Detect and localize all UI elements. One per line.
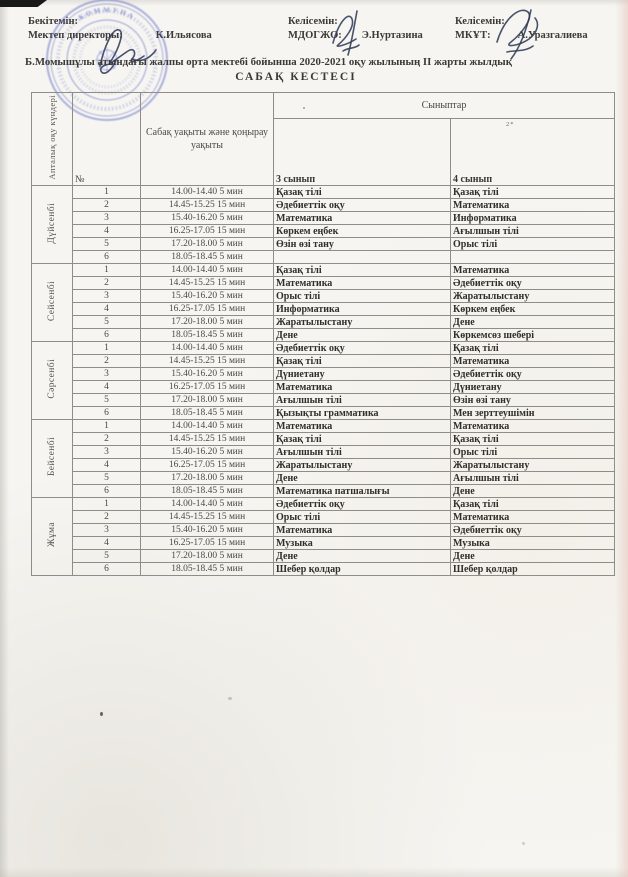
scan-speck	[100, 712, 103, 716]
subject-class3: Көркем еңбек	[274, 225, 451, 238]
subject-class4: Математика	[451, 420, 615, 433]
table-row	[32, 381, 615, 394]
lesson-number: 6	[73, 563, 141, 576]
subject-class4: Қазақ тілі	[451, 498, 615, 511]
day-label	[32, 420, 73, 498]
subject-class4: Дене	[451, 550, 615, 563]
subject-class4: Жаратылыстану	[451, 290, 615, 303]
subject-class3: Шебер қолдар	[274, 563, 451, 576]
subject-class4: Қазақ тілі	[451, 186, 615, 199]
lesson-number: 1	[73, 498, 141, 511]
timetable	[31, 92, 615, 576]
day-name: Дүйсенбі	[47, 202, 57, 244]
lesson-time: 16.25-17.05 15 мин	[141, 225, 274, 238]
table-row	[32, 472, 615, 485]
subject-class3: Жаратылыстану	[274, 459, 451, 472]
lesson-time: 14.45-15.25 15 мин	[141, 433, 274, 446]
agree1-role: МДОГЖО:	[288, 29, 342, 41]
lesson-time: 18.05-18.45 5 мин	[141, 251, 274, 264]
subject-class3	[274, 251, 451, 264]
agreement-block-1	[288, 15, 423, 42]
table-row	[32, 537, 615, 550]
subject-class3: Орыс тілі	[274, 290, 451, 303]
lesson-number: 5	[73, 238, 141, 251]
table-row	[32, 355, 615, 368]
lesson-time: 16.25-17.05 15 мин	[141, 459, 274, 472]
approve-role: Мектеп директоры:	[28, 29, 123, 41]
column-header-time: Сабақ уақыты және қоңырау уақыты	[141, 93, 274, 186]
lesson-time: 15.40-16.20 5 мин	[141, 446, 274, 459]
scan-speck	[228, 697, 232, 700]
subject-class4: Орыс тілі	[451, 446, 615, 459]
lesson-number: 6	[73, 329, 141, 342]
table-row	[32, 225, 615, 238]
table-row	[32, 303, 615, 316]
lesson-number: 4	[73, 381, 141, 394]
subject-class4: Жаратылыстану	[451, 459, 615, 472]
document-subtitle: САБАҚ КЕСТЕСІ	[235, 71, 357, 83]
day-label	[32, 186, 73, 264]
lesson-time: 15.40-16.20 5 мин	[141, 290, 274, 303]
table-row	[32, 264, 615, 277]
table-row	[32, 407, 615, 420]
subject-class4: Дене	[451, 485, 615, 498]
subject-class3: Ағылшын тілі	[274, 446, 451, 459]
day-name: Сейсенбі	[47, 280, 57, 322]
subject-class4: Шебер қолдар	[451, 563, 615, 576]
subject-class4: Көркемсөз шебері	[451, 329, 615, 342]
lesson-time: 14.45-15.25 15 мин	[141, 199, 274, 212]
subject-class4: Информатика	[451, 212, 615, 225]
table-row	[32, 238, 615, 251]
column-header-days: Апталық оқу күндері	[32, 93, 73, 186]
subject-class4: Әдебиеттік оқу	[451, 524, 615, 537]
lesson-time: 14.00-14.40 5 мин	[141, 264, 274, 277]
lesson-time: 15.40-16.20 5 мин	[141, 212, 274, 225]
subject-class4: Өзін өзі тану	[451, 394, 615, 407]
subject-class4: Музыка	[451, 537, 615, 550]
stamp-arc-text: КОММУНА	[77, 5, 137, 22]
subject-class3: Дүниетану	[274, 368, 451, 381]
agree2-label: Келісемін:	[455, 16, 505, 27]
lesson-number: 6	[73, 407, 141, 420]
subject-class3: Информатика	[274, 303, 451, 316]
lesson-number: 4	[73, 459, 141, 472]
lesson-time: 15.40-16.20 5 мин	[141, 524, 274, 537]
day-name: Сәрсенбі	[47, 359, 57, 399]
subject-class3: Ағылшын тілі	[274, 394, 451, 407]
subject-class3: Математика	[274, 381, 451, 394]
subject-class4: Әдебиеттік оқу	[451, 368, 615, 381]
agree1-name: Э.Нуртазина	[361, 29, 423, 41]
lesson-number: 2	[73, 355, 141, 368]
lesson-time: 17.20-18.00 5 мин	[141, 316, 274, 329]
lesson-number: 3	[73, 290, 141, 303]
timetable-body	[32, 186, 615, 576]
subject-class3: Қазақ тілі	[274, 186, 451, 199]
table-row	[32, 251, 615, 264]
column-header-class3: 3 сынып	[274, 119, 451, 186]
column-header-class4: 2* 4 сынып	[451, 119, 615, 186]
subject-class4: Әдебиеттік оқу	[451, 277, 615, 290]
lesson-number: 1	[73, 264, 141, 277]
lesson-time: 14.00-14.40 5 мин	[141, 342, 274, 355]
table-row	[32, 524, 615, 537]
subject-class4: Дүниетану	[451, 381, 615, 394]
agree1-label: Келісемін:	[288, 16, 338, 27]
lesson-time: 17.20-18.00 5 мин	[141, 550, 274, 563]
table-row	[32, 277, 615, 290]
table-row	[32, 459, 615, 472]
table-row	[32, 446, 615, 459]
lesson-time: 17.20-18.00 5 мин	[141, 472, 274, 485]
subject-class3: Математика	[274, 524, 451, 537]
lesson-time: 17.20-18.00 5 мин	[141, 238, 274, 251]
agreement-block-2	[455, 15, 588, 42]
lesson-time: 14.45-15.25 15 мин	[141, 355, 274, 368]
day-name: Жұма	[47, 522, 57, 548]
subject-class4: Көркем еңбек	[451, 303, 615, 316]
subject-class4: Математика	[451, 199, 615, 212]
subject-class3: Қызықты грамматика	[274, 407, 451, 420]
lesson-number: 4	[73, 225, 141, 238]
lesson-time: 14.45-15.25 15 мин	[141, 277, 274, 290]
subject-class4: Ағылшын тілі	[451, 225, 615, 238]
subject-class3: Математика	[274, 277, 451, 290]
lesson-number: 2	[73, 277, 141, 290]
subject-class3: Дене	[274, 550, 451, 563]
scan-speck	[522, 842, 525, 845]
lesson-number: 4	[73, 303, 141, 316]
subject-class3: Математика	[274, 420, 451, 433]
lesson-number: 2	[73, 511, 141, 524]
subject-class3: Қазақ тілі	[274, 355, 451, 368]
day-name: Бейсенбі	[47, 437, 57, 477]
column-header-classes: Сыныптар	[274, 93, 615, 119]
table-row	[32, 394, 615, 407]
day-label	[32, 264, 73, 342]
column-header-number: №	[73, 93, 141, 186]
day-label	[32, 342, 73, 420]
table-row	[32, 368, 615, 381]
lesson-time: 18.05-18.45 5 мин	[141, 407, 274, 420]
lesson-time: 16.25-17.05 15 мин	[141, 537, 274, 550]
table-row	[32, 420, 615, 433]
subject-class4: Математика	[451, 264, 615, 277]
lesson-number: 4	[73, 537, 141, 550]
lesson-time: 18.05-18.45 5 мин	[141, 329, 274, 342]
agree2-name: А.Уразгалиева	[517, 29, 588, 41]
class4-pencil-mark: 2*	[506, 121, 515, 128]
subject-class3: Әдебиеттік оқу	[274, 342, 451, 355]
lesson-number: 1	[73, 420, 141, 433]
subject-class4	[451, 251, 615, 264]
lesson-number: 3	[73, 524, 141, 537]
lesson-time: 17.20-18.00 5 мин	[141, 394, 274, 407]
subject-class3: Дене	[274, 329, 451, 342]
lesson-time: 14.00-14.40 5 мин	[141, 498, 274, 511]
lesson-time: 14.00-14.40 5 мин	[141, 420, 274, 433]
table-row	[32, 550, 615, 563]
subject-class4: Математика	[451, 355, 615, 368]
lesson-time: 16.25-17.05 15 мин	[141, 381, 274, 394]
table-row	[32, 563, 615, 576]
subject-class4: Дене	[451, 316, 615, 329]
lesson-time: 18.05-18.45 5 мин	[141, 563, 274, 576]
lesson-number: 1	[73, 342, 141, 355]
table-row	[32, 212, 615, 225]
lesson-time: 14.45-15.25 15 мин	[141, 511, 274, 524]
subject-class4: Математика	[451, 511, 615, 524]
subject-class3: Математика	[274, 212, 451, 225]
lesson-number: 1	[73, 186, 141, 199]
subject-class3: Қазақ тілі	[274, 264, 451, 277]
subject-class4: Қазақ тілі	[451, 433, 615, 446]
table-row	[32, 498, 615, 511]
subject-class4: Орыс тілі	[451, 238, 615, 251]
lesson-number: 5	[73, 550, 141, 563]
table-row	[32, 186, 615, 199]
table-row	[32, 290, 615, 303]
subject-class3: Әдебиеттік оқу	[274, 498, 451, 511]
subject-class4: Мен зерттеушімін	[451, 407, 615, 420]
lesson-number: 3	[73, 368, 141, 381]
lesson-number: 3	[73, 212, 141, 225]
lesson-number: 3	[73, 446, 141, 459]
document-title: Б.Момышұлы атындағы жалпы орта мектебі бойынша 2020-2021 оқу жылының II жарты жылдық	[25, 56, 512, 68]
table-row	[32, 511, 615, 524]
lesson-time: 16.25-17.05 15 мин	[141, 303, 274, 316]
approve-label: Бекітемін:	[28, 16, 79, 27]
approve-name: К.Ильясова	[155, 29, 212, 41]
subject-class3: Музыка	[274, 537, 451, 550]
lesson-number: 5	[73, 394, 141, 407]
lesson-number: 2	[73, 199, 141, 212]
subject-class3: Дене	[274, 472, 451, 485]
subject-class3: Әдебиеттік оқу	[274, 199, 451, 212]
scan-corner-artifact	[0, 0, 47, 7]
day-label	[32, 498, 73, 576]
agree2-role: МКҰТ:	[455, 29, 491, 41]
table-row	[32, 433, 615, 446]
table-row	[32, 485, 615, 498]
subject-class3: Қазақ тілі	[274, 433, 451, 446]
subject-class3: Өзін өзі тану	[274, 238, 451, 251]
table-row	[32, 342, 615, 355]
lesson-number: 5	[73, 316, 141, 329]
lesson-time: 15.40-16.20 5 мин	[141, 368, 274, 381]
scan-speck	[303, 107, 305, 109]
subject-class3: Жаратылыстану	[274, 316, 451, 329]
subject-class4: Қазақ тілі	[451, 342, 615, 355]
lesson-time: 14.00-14.40 5 мин	[141, 186, 274, 199]
lesson-number: 6	[73, 485, 141, 498]
subject-class3: Орыс тілі	[274, 511, 451, 524]
table-row	[32, 329, 615, 342]
subject-class3: Математика патшалығы	[274, 485, 451, 498]
lesson-number: 2	[73, 433, 141, 446]
subject-class4: Ағылшын тілі	[451, 472, 615, 485]
lesson-number: 5	[73, 472, 141, 485]
table-row	[32, 199, 615, 212]
lesson-number: 6	[73, 251, 141, 264]
table-row	[32, 316, 615, 329]
lesson-time: 18.05-18.45 5 мин	[141, 485, 274, 498]
